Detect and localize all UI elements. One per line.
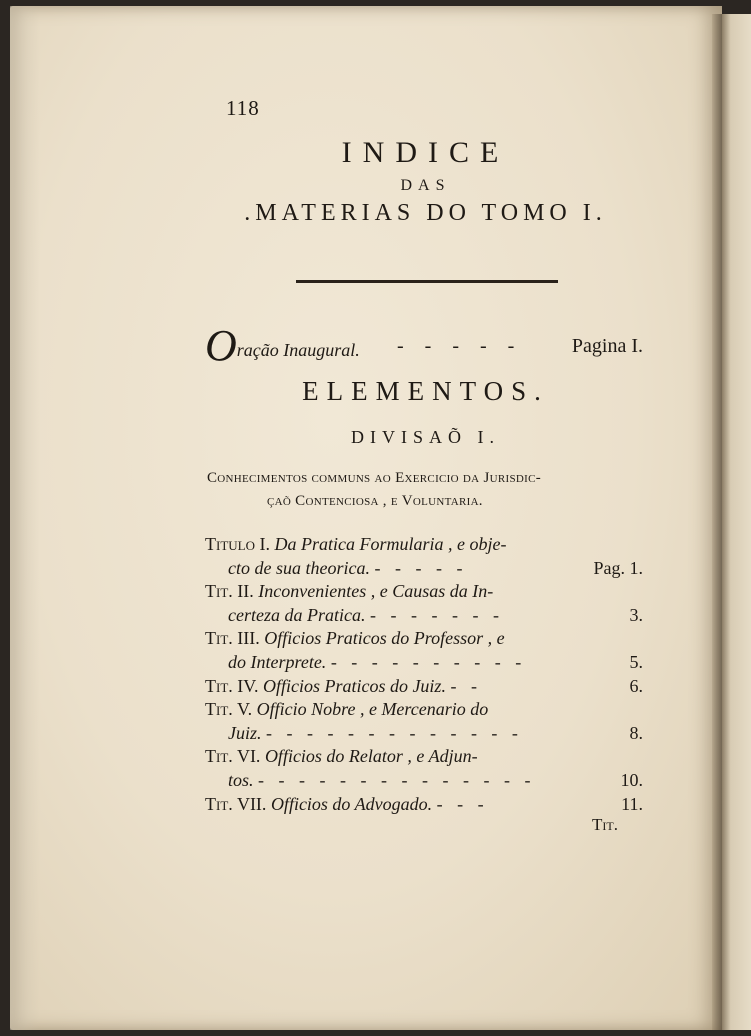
toc-row: [205, 651, 643, 675]
toc-leader: - - - - - - - - - -: [330, 651, 527, 672]
conhecimentos-line-1: Conhecimentos communs ao Exercicio da Jurisdic-: [207, 470, 541, 486]
oracao-leader: - - - - -: [397, 335, 523, 357]
toc-leader: - - - - -: [374, 557, 468, 578]
toc-title-text: certeza da Pratica.: [228, 604, 366, 625]
heading-materias: .MATERIAS DO TOMO I.: [244, 200, 607, 226]
toc-title-text: Officios Praticos do Juiz.: [262, 675, 446, 696]
toc-page-number: 8.: [629, 722, 643, 743]
toc-title-text: cto de sua theorica.: [228, 557, 370, 578]
toc-row: [205, 533, 643, 557]
toc-leader: - - - - - - - - - - - - -: [266, 722, 523, 743]
heading-das: DAS: [400, 177, 451, 194]
toc-page-number: 11.: [621, 793, 643, 814]
heading-divisao: DIVISAÕ I.: [351, 427, 500, 447]
toc-title-number: Tit. IV.: [205, 675, 259, 696]
toc-row: [205, 769, 643, 793]
oracao-entry: [205, 320, 643, 371]
toc-title-number: Titulo I.: [205, 534, 270, 554]
toc-row: [205, 675, 643, 699]
toc-row: [205, 557, 643, 581]
toc-title-text: Da Pratica Formularia , e obje-: [274, 534, 507, 554]
toc-row: [205, 745, 643, 769]
toc-page-number: Pag. 1.: [593, 557, 643, 578]
page-number: 118: [226, 96, 260, 120]
toc-row: [205, 627, 643, 651]
toc-title-number: Tit. VII.: [205, 793, 267, 814]
toc-row: [205, 793, 643, 817]
toc-title-number: Tit. II.: [205, 581, 254, 602]
toc-row: [205, 580, 643, 604]
conhecimentos-line-2: çaõ Contenciosa , e Voluntaria.: [267, 493, 483, 509]
toc-title-text: Inconvenientes , e Causas da In-: [258, 581, 494, 602]
toc-row: [205, 722, 643, 746]
toc-title-number: Tit. V.: [205, 699, 253, 720]
toc-title-text: Officio Nobre , e Mercenario do: [256, 699, 489, 720]
heading-elementos: ELEMENTOS.: [302, 376, 549, 406]
toc-title-number: Tit. VI.: [205, 746, 261, 767]
toc-page-number: 10.: [620, 769, 643, 790]
toc-leader: - - -: [436, 793, 489, 814]
toc-title-text: Officios do Advogado.: [270, 793, 433, 814]
oracao-title: ração Inaugural.: [236, 340, 360, 360]
toc-title-text: do Interprete.: [228, 651, 327, 672]
page-edge: [10, 6, 40, 1030]
toc-row: [205, 604, 643, 628]
oracao-page: Pagina I.: [571, 335, 643, 357]
toc-title-text: Officios Praticos do Professor , e: [264, 628, 505, 649]
divider-rule: [296, 280, 558, 283]
toc-title-text: Officios do Relator , e Adjun-: [264, 746, 478, 767]
toc-page-number: 5.: [629, 651, 643, 672]
toc-leader: - - - - - - - - - - - - - -: [258, 769, 536, 790]
toc-page-number: 3.: [629, 604, 643, 625]
toc-title-number: Tit. III.: [205, 628, 260, 649]
toc-row: [205, 698, 643, 722]
catchword: Tit.: [592, 815, 618, 834]
table-of-contents: [205, 533, 643, 816]
toc-title-text: Juiz.: [228, 722, 262, 743]
toc-leader: - - - - - - -: [369, 604, 504, 625]
oracao-initial: O: [205, 321, 237, 370]
heading-indice: INDICE: [341, 136, 510, 169]
toc-title-text: tos.: [228, 769, 254, 790]
toc-leader: - -: [450, 675, 482, 696]
section-conhecimentos: [207, 467, 647, 513]
toc-page-number: 6.: [629, 675, 643, 696]
